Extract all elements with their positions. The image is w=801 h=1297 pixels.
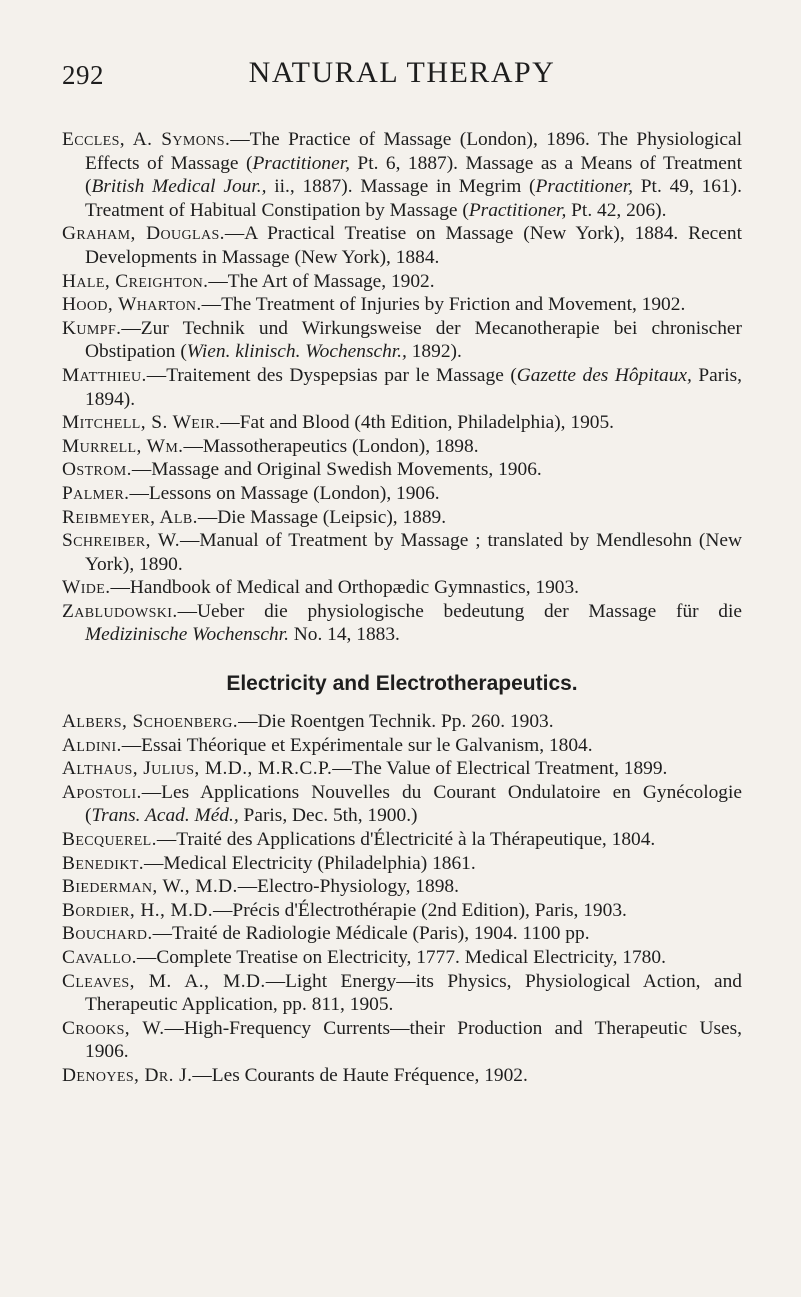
bibliography-entry: Albers, Schoenberg.—Die Roentgen Technik. Pp. 260. 1903.	[62, 711, 554, 733]
entry-text: Ueber die physiologische bedeutung der Massage für die	[197, 600, 742, 622]
bibliography	[62, 128, 742, 1088]
entry-journal: Trans. Acad. Méd.,	[91, 805, 239, 827]
bibliography-entry: Hood, Wharton.—The Treatment of Injuries by Friction and Movement, 1902.	[62, 294, 686, 316]
entry-text: The Treatment of Injuries by Friction and Movement, 1902.	[221, 294, 686, 316]
running-title: NATURAL THERAPY	[248, 56, 556, 89]
bibliography-entry: Crooks, W.—High-Frequency Currents—their Production and Therapeutic Uses, 1906.	[62, 1017, 743, 1063]
entry-text: The Value of Electrical Treatment, 1899.	[351, 758, 668, 780]
entry-journal: Practitioner,	[252, 152, 350, 174]
massage-bibliography	[62, 128, 742, 647]
bibliography-entry: Benedikt.—Medical Electricity (Philadelphia) 1861.	[62, 852, 476, 874]
entry-text: High-Frequency Currents—their Production and Therapeutic Uses, 1906.	[85, 1017, 743, 1063]
entry-text: A Practical Treatise on Massage (New York), 1884. Recent Developments in Massage (New York), 1884.	[85, 223, 742, 268]
bibliography-entry: Cavallo.—Complete Treatise on Electricity, 1777. Medical Electricity, 1780.	[62, 947, 666, 968]
bibliography-entry: Althaus, Julius, M.D., M.R.C.P.—The Value of Electrical Treatment, 1899.	[62, 758, 668, 780]
entry-text: No. 14, 1883.	[288, 624, 400, 646]
bibliography-entry: Biederman, W., M.D.—Electro-Physiology, 1898.	[62, 876, 459, 898]
entry-author: Wide.	[62, 577, 111, 599]
entry-author: Aldini.	[62, 734, 122, 756]
bibliography-entry: Ostrom.—Massage and Original Swedish Movements, 1906.	[62, 459, 542, 481]
bibliography-entry: Aldini.—Essai Théorique et Expérimentale sur le Galvanism, 1804.	[62, 734, 593, 756]
entry-journal: Practitioner,	[535, 176, 633, 198]
entry-text: Electro-Physiology, 1898.	[257, 876, 459, 898]
bibliography-entry: Apostoli.—Les Applications Nouvelles du Courant Ondulatoire en Gynécologie (Trans. Acad. Méd., Paris, Dec. 5th, 1900.)	[62, 781, 742, 827]
entry-text: Les Courants de Haute Fréquence, 1902.	[211, 1064, 528, 1086]
bibliography-entry: Palmer.—Lessons on Massage (London), 1906.	[62, 482, 440, 504]
entry-text: Traitement des Dyspepsias par le Massage (	[166, 364, 517, 386]
entry-author: Denoyes, Dr. J.	[62, 1064, 193, 1086]
entry-author: Bouchard.	[62, 923, 153, 945]
entry-author: Palmer.	[62, 482, 130, 504]
entry-text: Paris, Dec. 5th, 1900.)	[238, 805, 418, 827]
bibliography-entry: Graham, Douglas.—A Practical Treatise on Massage (New York), 1884. Recent Developments in Massage (New York), 1884.	[62, 223, 742, 268]
entry-text: Light Energy—its Physics, Physiological Action, and Therapeutic Application, pp. 811, 1905.	[85, 970, 742, 1016]
bibliography-entry: Cleaves, M. A., M.D.—Light Energy—its Physics, Physiological Action, and Therapeutic Application, pp. 811, 1905.	[62, 970, 742, 1016]
bibliography-entry: Zabludowski.—Ueber die physiologische bedeutung der Massage für die Medizinische Wochenschr. No. 14, 1883.	[62, 600, 742, 646]
bibliography-entry: Kumpf.—Zur Technik und Wirkungsweise der Mecanotherapie bei chronischer Obstipation (Wien. klinisch. Wochenschr., 1892).	[62, 317, 742, 363]
entry-author: Ostrom.	[62, 459, 132, 481]
entry-author: Murrell, Wm.	[62, 435, 184, 457]
bibliography-entry: Murrell, Wm.—Massotherapeutics (London), 1898.	[62, 435, 479, 457]
entry-text: Die Roentgen Technik. Pp. 260. 1903.	[257, 711, 554, 733]
entry-text: Massage and Original Swedish Movements, 1906.	[151, 459, 542, 481]
entry-text: Traité des Applications d'Électricité à la Thérapeutique, 1804.	[176, 829, 656, 851]
bibliography-entry: Eccles, A. Symons.—The Practice of Massage (London), 1896. The Physiological Effects of Massage (Practitioner, Pt. 6, 1887). Massage as a Means of Treatment (British Medical Jour., ii., 1887). Massage in Megrim (Practitioner, Pt. 49, 161). Treatment of Habitual Constipation by Massage (Practitioner, Pt. 42, 206).	[62, 129, 742, 221]
bibliography-entry: Wide.—Handbook of Medical and Orthopædic Gymnastics, 1903.	[62, 577, 580, 599]
entry-author: Hale, Creighton.	[62, 270, 209, 292]
entry-text: Lessons on Massage (London), 1906.	[148, 482, 440, 504]
entry-author: Crooks, W.	[62, 1017, 165, 1039]
entry-text: Traité de Radiologie Médicale (Paris), 1904. 1100 pp.	[172, 923, 590, 945]
bibliography-entry: Becquerel.—Traité des Applications d'Électricité à la Thérapeutique, 1804.	[62, 829, 656, 851]
entry-author: Schreiber, W.	[62, 530, 180, 552]
entry-author: Albers, Schoenberg.	[62, 711, 239, 733]
entry-author: Zabludowski.	[62, 600, 178, 622]
entry-text: Handbook of Medical and Orthopædic Gymnastics, 1903.	[129, 577, 580, 599]
entry-author: Apostoli.	[62, 781, 142, 803]
section-heading: Electricity and Electrotherapeutics.	[226, 672, 578, 696]
entry-text: Fat and Blood (4th Edition, Philadelphia), 1905.	[239, 412, 614, 434]
entry-journal: Medizinische Wochenschr.	[85, 624, 289, 646]
bibliography-entry: Matthieu.—Traitement des Dyspepsias par le Massage (Gazette des Hôpitaux, Paris, 1894).	[62, 364, 742, 410]
entry-author: Bordier, H., M.D.	[62, 899, 214, 921]
bibliography-entry: Denoyes, Dr. J.—Les Courants de Haute Fréquence, 1902.	[62, 1064, 528, 1086]
entry-author: Cavallo.	[62, 947, 137, 968]
electricity-bibliography	[62, 710, 742, 1088]
entry-text: Zur Technik und Wirkungsweise der Mecanotherapie bei chronischer Obstipation (	[85, 317, 742, 363]
entry-author: Becquerel.	[62, 829, 157, 851]
entry-author: Hood, Wharton.	[62, 294, 202, 316]
entry-text: Medical Electricity (Philadelphia) 1861.	[163, 852, 476, 874]
entry-text: Pt. 6, 1887). Massage as a Means of Treatment (	[85, 152, 742, 198]
bibliography-entry: Schreiber, W.—Manual of Treatment by Massage ; translated by Mendlesohn (New York), 1890.	[62, 530, 742, 575]
bibliography-entry: Mitchell, S. Weir.—Fat and Blood (4th Edition, Philadelphia), 1905.	[62, 412, 614, 434]
entry-author: Mitchell, S. Weir.	[62, 412, 221, 434]
entry-author: Biederman, W., M.D.	[62, 876, 238, 898]
entry-journal: Wien. klinisch. Wochenschr.,	[186, 341, 407, 363]
page-number: 292	[62, 60, 104, 90]
entry-journal: Gazette des Hôpitaux,	[516, 364, 692, 386]
entry-text: Essai Théorique et Expérimentale sur le Galvanism, 1804.	[141, 734, 593, 756]
entry-text: The Art of Massage, 1902.	[227, 270, 435, 292]
entry-journal: British Medical Jour.,	[91, 176, 267, 198]
bibliography-entry: Reibmeyer, Alb.—Die Massage (Leipsic), 1889.	[62, 506, 447, 528]
entry-author: Eccles, A. Symons.	[62, 129, 231, 150]
entry-text: Les Applications Nouvelles du Courant Ondulatoire en Gynécologie (	[85, 781, 742, 827]
entry-author: Reibmeyer, Alb.	[62, 506, 198, 528]
entry-text: The Practice of Massage (London), 1896. The Physiological Effects of Massage (	[85, 129, 742, 174]
page-header	[62, 56, 742, 100]
entry-text: Massotherapeutics (London), 1898.	[202, 435, 479, 457]
entry-text: Manual of Treatment by Massage ; translated by Mendlesohn (New York), 1890.	[85, 530, 742, 575]
entry-text: Pt. 42, 206).	[566, 199, 667, 221]
entry-text: Die Massage (Leipsic), 1889.	[217, 506, 447, 528]
entry-text: Paris, 1894).	[85, 364, 742, 410]
entry-text: Complete Treatise on Electricity, 1777. Medical Electricity, 1780.	[156, 947, 666, 968]
bibliography-entry: Hale, Creighton.—The Art of Massage, 1902.	[62, 270, 435, 292]
entry-author: Kumpf.	[62, 317, 122, 339]
entry-journal: Practitioner,	[468, 199, 567, 221]
entry-text: Précis d'Électrothérapie (2nd Edition), Paris, 1903.	[232, 899, 627, 921]
entry-text: Pt. 49, 161). Treatment of Habitual Constipation by Massage (	[85, 176, 742, 221]
entry-text: ii., 1887). Massage in Megrim (	[266, 176, 536, 198]
entry-author: Matthieu.	[62, 364, 147, 386]
entry-author: Graham, Douglas.	[62, 223, 225, 245]
bibliography-entry: Bordier, H., M.D.—Précis d'Électrothérapie (2nd Edition), Paris, 1903.	[62, 899, 627, 921]
entry-author: Althaus, Julius, M.D., M.R.C.P.	[62, 758, 333, 780]
bibliography-entry: Bouchard.—Traité de Radiologie Médicale (Paris), 1904. 1100 pp.	[62, 923, 590, 945]
entry-author: Cleaves, M. A., M.D.	[62, 970, 266, 992]
entry-text: 1892).	[406, 341, 462, 363]
entry-author: Benedikt.	[62, 852, 145, 874]
